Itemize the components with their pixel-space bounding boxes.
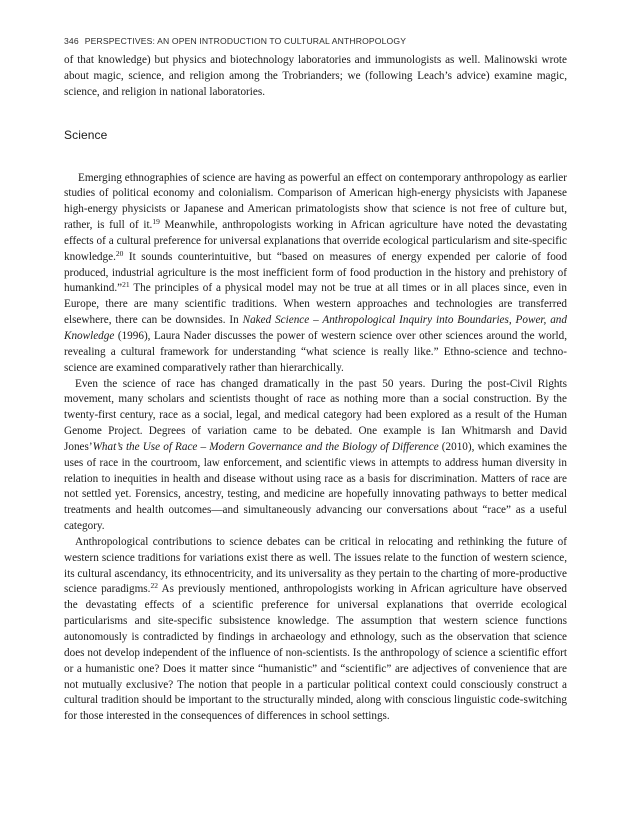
intro-paragraph: of that knowledge) but physics and biotechnology laboratories and immunologists as well. Malinowski wrote about magic, science, and religion among the Trobrianders; we (following Leach’s advice) examine magic, science, and religion in national laboratories. — [64, 54, 567, 98]
paragraph1-text-a: Emerging ethnographies of science are having as powerful an effect on contemporary anthropology as earlier studies of political economy and colonialism. Comparison of American high-energy physicists with Japanese high-energy physicists or Japanese and American primatologists show that science is not free of culture but, rather, is full of it. — [64, 171, 567, 232]
paragraph2-text-a: Even the science of race has changed dramatically in the past 50 years. During the post-Civil Rights movement, many scholars and scientists thought of race as nothing more than a social construction. By the twenty-first century, race as a social, legal, and medical category had been explored as a result of the Human Genome Project. Degrees of variation came to be debated. One example is Ian Whitmarsh and David Jones’ — [64, 377, 567, 453]
page-number: 346 — [64, 36, 79, 46]
heading-spacer — [64, 143, 567, 171]
paragraph1-text-d: The principles of a physical model may not be true at all times or in all places since, even in Europe, there are many scientific traditions. When western approaches and technologies are transferred elsewhere, there can be downsides. In — [64, 282, 567, 327]
paragraph1-text-c: It sounds counterintuitive, but “based on measures of energy expended per calorie of food produced, industrial agriculture is the most inefficient form of food production in the history and prehistory of humankind.” — [64, 250, 567, 295]
running-head — [64, 36, 406, 46]
paragraph2-text-b: (2010), which examines the uses of race in the courtroom, law enforcement, and scientific views in attempts to address human diversity in relation to inequities in health and disease without using race as a basis for discrimination. Matters of race are not settled yet. Forensics, ancestry, testing, and medicine are hopefully innovating pathways to better medical treatments and health outcomes—and simultaneously advancing our conversations about “race” as a useful category. — [64, 440, 567, 533]
footnote-ref-22: 22 — [150, 581, 158, 591]
book-title-use-of-race: What’s the Use of Race – Modern Governance and the Biology of Difference — [92, 440, 439, 453]
footnote-ref-21: 21 — [122, 280, 130, 290]
paragraph3-text-a: Anthropological contributions to science debates can be critical in relocating and rethinking the future of western science traditions for variations exist there as well. The issues relate to the function of western science, its cultural ascendancy, its ethnocentricity, and its universality as they pertain to the charting of more-productive science paradigms. — [64, 535, 567, 596]
paragraph1-text-e: (1996), Laura Nader discusses the power of western science over other sciences around the world, revealing a cultural framework for understanding “what science is really like.” Ethno-science and techno-science are examined comparatively rather than hierarchically. — [64, 329, 567, 374]
book-title-naked-science: Naked Science – Anthropological Inquiry into Boundaries, Power, and Knowledge — [64, 314, 567, 342]
paragraph-science-of-race — [64, 377, 567, 535]
paragraph-anthropological-contributions — [64, 535, 567, 725]
section-heading: Science — [64, 127, 108, 142]
paragraph3-text-b: As previously mentioned, anthropologists working in African agriculture have observed the devastating effects of a scientific preference for universal explanations that override ecological particularisms and site-specific subsistence knowledge. The assumption that western science functions autonomously is contradicted by findings in archaeology and ethnology, such as the observation that science does not develop independent of the influence of non-scientists. Is the anthropology of science a scientific effort or a humanistic one? Does it matter since “humanistic” and “scientific” are adjectives of convenience that are not mutually exclusive? The notion that people in a particular political context could consciously construct a cultural tradition should be important to the structurally minded, along with conscious linguistic code-switching for those interested in the consequences of differences in school settings. — [64, 583, 567, 723]
footnote-ref-20: 20 — [115, 248, 124, 258]
running-head-title: PERSPECTIVES: AN OPEN INTRODUCTION TO CULTURAL ANTHROPOLOGY — [84, 36, 407, 46]
paragraph1-text-b: Meanwhile, anthropologists working in African agriculture have noted the devastating effects of a cultural preference for universal explanations that override ecological particularism and site-specific knowledge. — [64, 219, 567, 263]
paragraph-emerging-ethnographies — [64, 171, 567, 377]
footnote-ref-19: 19 — [152, 217, 160, 227]
main-text — [64, 53, 567, 725]
